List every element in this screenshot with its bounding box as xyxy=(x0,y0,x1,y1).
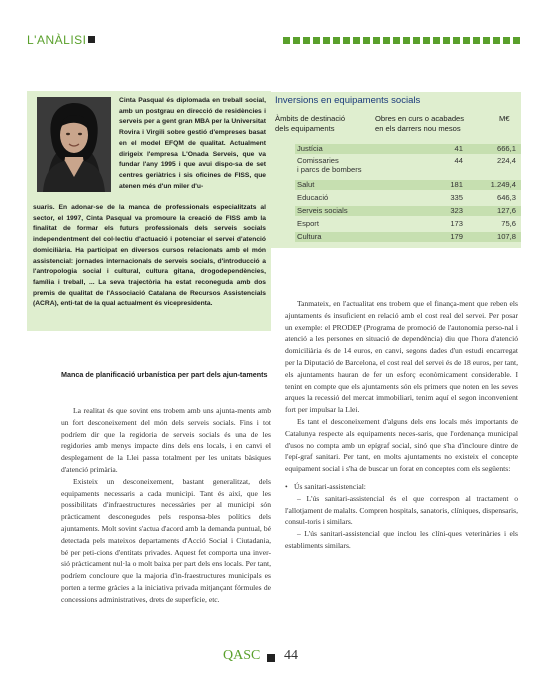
article-left-column xyxy=(61,405,271,606)
header-dot xyxy=(503,37,510,44)
table-row: Salut 181 1.249,4 xyxy=(295,180,521,190)
header-dot xyxy=(453,37,460,44)
header-dot xyxy=(303,37,310,44)
footer-square-icon xyxy=(267,654,275,662)
header-dot xyxy=(443,37,450,44)
article-heading: Manca de planificació urbanística per part dels ajun-taments xyxy=(61,370,268,379)
table-header-col1: Àmbits de destinació dels equipaments xyxy=(275,114,346,133)
header-dot xyxy=(413,37,420,44)
portrait-image xyxy=(37,97,111,192)
section-square-icon xyxy=(88,36,95,43)
header-dot xyxy=(393,37,400,44)
table-row: Comissaries i parcs de bombers 44 224,4 xyxy=(297,156,516,174)
header-dot xyxy=(283,37,290,44)
header-dot xyxy=(433,37,440,44)
table-row: Esport 173 75,6 xyxy=(297,219,516,228)
header-dot xyxy=(353,37,360,44)
paragraph: – L'ús sanitari-assistencial és el que correspon al tractament o l'allotjament de malalts. Compren hospitals, sanatoris, clíniques, dispensaris, consul-toris i similars. xyxy=(285,493,518,527)
bio-text-bottom: suaris. En adonar-se de la manca de professionals especialitzats al sector, el 1997, Cinta Pasqual va promoure la creació de FISS amb la finalitat de formar els futurs professionals dels serveis socials independentment del col·lectiu d'actuació i potenciar el servei d'atenció domiciliària. Ha participat en diversos cursos relacionats amb el món assistencial: jornades internacionals de serveis socials, d'introducció a l'antropologia social i cultural, cultura gitana, drogodependències, família i treball, ... La seva trajectòria ha estat reconeguda amb dos premis de qualitat de l'Associació Catalana de Recursos Assistencials (ACRA), enti-tat de la qual actualment és vicepresidenta. xyxy=(33,204,266,308)
bullet-item: • Ús sanitari-assistencial: xyxy=(285,481,518,493)
header-dot xyxy=(313,37,320,44)
header-dot xyxy=(403,37,410,44)
paragraph: – L'ús sanitari-assistencial que inclou les clíni-ques veterinàries i els establiments similars. xyxy=(285,529,518,550)
header-dot xyxy=(363,37,370,44)
header-dot xyxy=(293,37,300,44)
header-dot xyxy=(473,37,480,44)
table-row: Cultura 179 107,8 xyxy=(295,232,521,242)
investment-table xyxy=(271,92,521,248)
table-header-col2: Obres en curs o acabades en els darrers nou mesos xyxy=(375,114,465,133)
table-row: Educació 335 646,3 xyxy=(297,193,516,202)
table-row: Serveis socials 323 127,6 xyxy=(295,206,521,216)
header-dot xyxy=(493,37,500,44)
header-dot xyxy=(343,37,350,44)
table-row: Justícia 41 666,1 xyxy=(295,144,521,154)
page-number: 44 xyxy=(284,648,298,663)
author-photo xyxy=(37,97,111,192)
table-header-col3: M€ xyxy=(499,114,510,123)
section-label: L'ANÀLISI xyxy=(27,33,87,47)
footer-label: QASC xyxy=(223,648,261,663)
header-dot xyxy=(463,37,470,44)
article-right-column xyxy=(285,298,518,552)
header-dot xyxy=(483,37,490,44)
paragraph: Tanmateix, en l'actualitat ens trobem que el finança-ment que reben els ajuntaments és insuficient en relació amb el cost real del servei. Per posar un exemple: el PRODEP (Programa de promoció de l'autonomia perso-nal i atenció a les persones en situació de dependència) diu que l'hora d'atenció domiciliària és de 14 euros, en canvi, segons dades d'un estudi encarregat per la Diputació de Barcelona, el cost real del servei és de 18 euros, per tant, els ajuntaments hauran de fer un esforç econòmicament considerable. I tenint en compte que els ajuntaments són els primers que noten en les seves arques la recessió del mercat immobiliari, tenim aquí el segon inconvenient fort per impulsar la Llei. xyxy=(285,299,518,415)
table-title: Inversions en equipaments socials xyxy=(275,95,421,106)
header-dot xyxy=(333,37,340,44)
header-dot xyxy=(423,37,430,44)
header-dot xyxy=(383,37,390,44)
header-dot xyxy=(323,37,330,44)
header-dots xyxy=(283,37,520,44)
paragraph: Es tant el desconeixement d'alguns dels ens locals més importants de Catalunya respecte als equipaments neces-saris, que l'ordenança municipal d'usos no compta amb un epígraf social, sinó que s'ha d'incloure dintre de l'epí-graf sanitari. Per tant, en molts ajuntaments no existeix el concepte equipament social i s'ha de buscar un forat en conceptes com els següents: xyxy=(285,416,518,474)
bio-text-top: Cinta Pasqual és diplomada en treball social, amb un postgrau en direcció de residències i serveis per a gent gran MBA per la Universitat Rovira i Virgili sobre gestió d'empreses basat en el model EFQM de qualitat. Actualment dirigeix l'empresa L'Onada Serveis, que va fundar l'any 1995 i que avui dispo-sa de set centres geriàtrics i sis oficines de FISS, que atenen més d'un miler d'u- xyxy=(119,97,266,190)
header-dot xyxy=(373,37,380,44)
paragraph: La realitat és que sovint ens trobem amb uns ajunta-ments amb un fort desconeixement del món dels serveis socials. Fins i tot podríem dir que la regidoria de serveis socials és una de les regidories amb menys impacte dins dels ens locals, i en canvi el desplegament de la Llei passa totalment per les unitats bàsiques d'atenció primària. xyxy=(61,406,271,474)
paragraph: Existeix un desconeixement, bastant generalitzat, dels equipaments necessaris a cada municipi. Tant és així, que les possibilitats d'infraestructures necessàries per al municipi són pràcticament desconegudes pels responsa-bles polítics dels ajuntaments. Molt sovint s'actua d'acord amb la demanda puntual, bé detectada pels mateixos departaments d'Acció Social i Ciutadania, bé per peti-cions d'entitats privades. Aquest fet comporta una inver-sió pràcticament nul·la o molt baixa per part dels ens locals. Per tant, podríem concloure que la majoria d'in-fraestructures municipals es porten a terme gràcies a la iniciativa privada mitjançant fórmules de concessions administratives, drets de superfície, etc. xyxy=(61,476,271,604)
header-dot xyxy=(513,37,520,44)
